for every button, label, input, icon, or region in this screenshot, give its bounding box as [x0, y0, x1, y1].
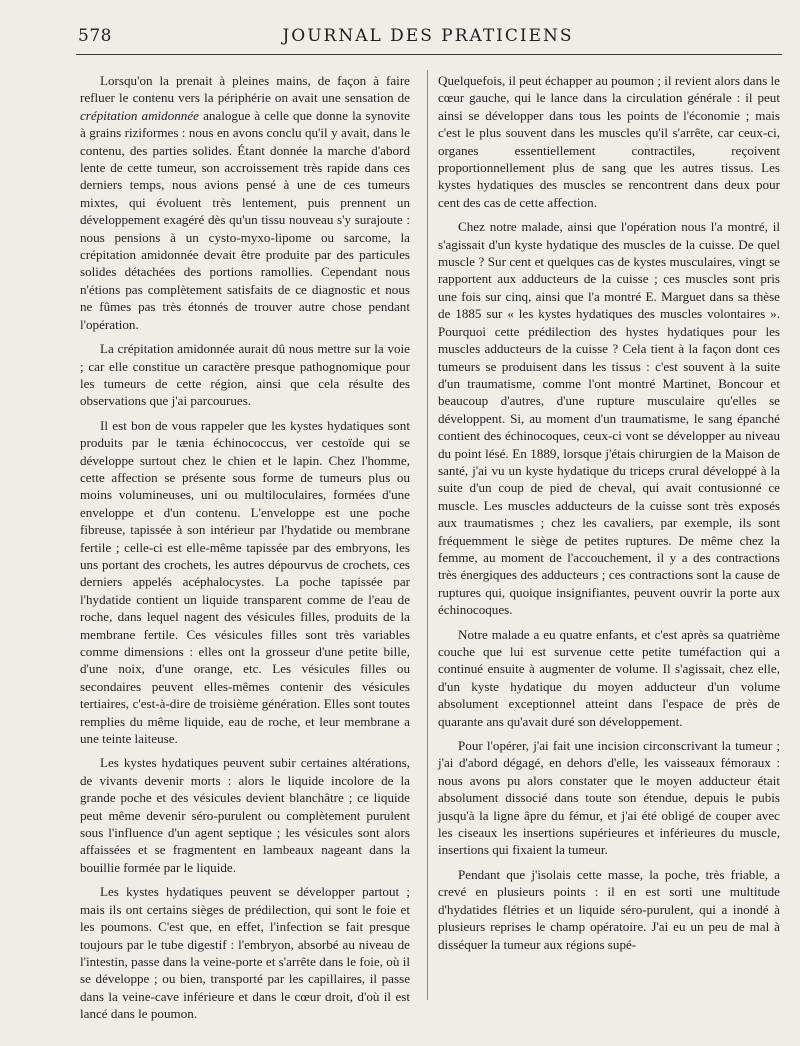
paragraph: Il est bon de vous rappeler que les kystes hydatiques sont produits par le tænia échinococcus, ver cestoïde qui se développe surtout chez le chien et le lapin. Chez l'homme, cette affection se présente sous forme de tumeurs plus ou moins volumineuses, uni ou multiloculaires, formées d'une enveloppe et d'un contenu. L'enveloppe est une poche fibreuse, tapissée à son intérieur par l'hydatide ou membrane fertile ; celle-ci est elle-même tapissée par des embryons, les uns portant des crochets, les autres dépourvus de crochets, ces derniers appelés acéphalocystes. La poche tapissée par l'hydatide contient un liquide transparent comme de l'eau de roche, dans lequel nagent des vésicules filles, produits de la membrane fertile. Ces vésicules filles sont très variables comme dimensions : elles ont la grosseur d'une petite bille, d'une noix, d'une orange, etc. Les vésicules filles ou secondaires peuvent elles-mêmes contenir des vésicules tertiaires, c'est-à-dire de troisième génération. Elles sont toutes remplies du même liquide, eau de roche, et leur membrane a une teinte laiteuse. [80, 417, 410, 747]
right-column [438, 72, 780, 960]
header-rule [76, 54, 782, 55]
paragraph: La crépitation amidonnée aurait dû nous mettre sur la voie ; car elle constitue un caractère presque pathognomique pour les tumeurs de cette région, ainsi que cela résulte des observations que j'ai parcourues. [80, 341, 410, 409]
paragraph: Chez notre malade, ainsi que l'opération nous l'a montré, il s'agissait d'un kyste hydatique des muscles de la cuisse. De quel muscle ? Sur cent et quelques cas de kystes musculaires, vingt se rapportent aux adducteurs de la cuisse ; ces muscles sont pris une fois sur cinq, ainsi que l'a montré E. Marguet dans sa thèse de 1885 sur « les kystes hydatiques des muscles volontaires ». Pourquoi cette prédilection des hystes hydatiques pour les muscles adducteurs de la cuisse ? Cela tient à la façon dont ces tumeurs se produisent dans les tissus : c'est souvent à la suite d'un traumatisme, comme l'ont montré Martinet, Boncour et beaucoup d'autres, d'une rupture musculaire qu'elles se développent. Si, au moment d'un traumatisme, le sang épanché contient des échinocoques, ceux-ci vont se développer au niveau du point lésé. En 1889, lorsque j'étais chirurgien de la Maison de santé, j'ai vu un kyste hydatique du triceps crural développé à la suite d'un coup de pied de cheval, qui avait contusionné ce muscle. Les muscles adducteurs de la cuisse sont très exposés aux traumatismes ; chez les cavaliers, par exemple, ils sont fréquemment le siège de petites ruptures. De même chez la femme, au moment de l'accouchement, il y a des contractions très énergiques des adducteurs ; ces contractions sont la cause de ruptures qui, quoique insignifiantes, peuvent ouvrir la porte aux échinocoques. [438, 219, 780, 618]
left-column [80, 72, 410, 1030]
page-number: 578 [78, 26, 112, 46]
page-header [78, 26, 778, 52]
column-divider [427, 70, 428, 1000]
running-head: JOURNAL DES PRATICIENS [282, 26, 574, 46]
paragraph-text: analogue à celle que donne la synovite à grains riziformes : nous en avons conclu qu'il y avait, dans le contenu, des parties solides. Étant donnée la marche d'abord lente de cette tumeur, son accroissement très rapide dans ces derniers temps, nous avions pensé à une de ces tumeurs mixtes, qui évoluent très lentement, puis prennent un développement exagéré dès qu'un tissu nouveau s'y surajoute : nous pensions à un cysto-myxo-lipome ou sarcome, la crépitation amidonnée devait être produite par des particules solides détachées des portions ramollies. Cependant nous n'étions pas complètement satisfaits de ce diagnostic et nous ne fûmes pas très étonnés de trouver autre chose pendant l'opération. [80, 107, 410, 332]
paragraph: Notre malade a eu quatre enfants, et c'est après sa quatrième couche que lui est survenue cette petite tuméfaction qui a continué ensuite à augmenter de volume. Il s'agissait, chez elle, d'un kyste hydatique du moyen adducteur d'un volume absolument exceptionnel atteint dans l'espace de près de quarante ans qu'avait duré son développement. [438, 626, 780, 729]
paragraph: Les kystes hydatiques peuvent subir certaines altérations, de vivants devenir morts : alors le liquide incolore de la grande poche et des vésicules devient blanchâtre ; ce liquide peut même devenir séro-purulent ou complètement purulent sous l'influence d'un agent septique ; les vésicules sont alors affaissées et se fragmentent en lambeaux nageant dans la bouillie formée par le liquide. [80, 755, 410, 875]
paragraph: Les kystes hydatiques peuvent se développer partout ; mais ils ont certains sièges de prédilection, qui sont le foie et les poumons. C'est que, en effet, l'infection se fait presque toujours par le tube digestif : l'embryon, absorbé au niveau de l'intestin, passe dans la veine-porte et s'arrête dans le foie, où il se développe ; ou bien, transporté par les capillaires, il passe dans la veine-cave inférieure et dans le cœur droit, d'où il est lancé dans le poumon. [80, 884, 410, 1022]
paragraph: Pendant que j'isolais cette masse, la poche, très friable, a crevé en plusieurs points : il en est sorti une multitude d'hydatides flétries et un liquide séro-purulent, qui a inondé à plusieurs reprises le champ opératoire. J'ai eu un peu de mal à disséquer la tumeur aux régions supé- [438, 866, 780, 952]
emphasis-text: crépitation amidonnée [80, 107, 199, 123]
paragraph: Quelquefois, il peut échapper au poumon ; il revient alors dans le cœur gauche, qui le lance dans la circulation générale : il peut ainsi se développer dans tous les points de l'économie ; mais c'est le plus souvent dans les muscles qu'il s'arrête, car ceux-ci, organes essentiellement contractiles, reçoivent proportionnellement plus de sang que les autres tissus. Les kystes hydatiques des muscles se rencontrent dans deux pour cent des cas de cette affection. [438, 73, 780, 210]
paragraph-text: Lorsqu'on la prenait à pleines mains, de façon à faire refluer le contenu vers la périphérie on avait une sensation de [80, 73, 410, 106]
paragraph: Pour l'opérer, j'ai fait une incision circonscrivant la tumeur ; j'ai d'abord dégagé, en dehors d'elle, les vaisseaux fémoraux : nous avons pu alors constater que le moyen adducteur était absolument dissocié dans toute son étendue, depuis le pubis jusqu'à la ligne âpre du fémur, et j'ai été obligé de couper avec les ciseaux les insertions supérieures et inférieures du muscle, insertions qui fixaient la tumeur. [438, 738, 780, 858]
paragraph [80, 72, 410, 333]
